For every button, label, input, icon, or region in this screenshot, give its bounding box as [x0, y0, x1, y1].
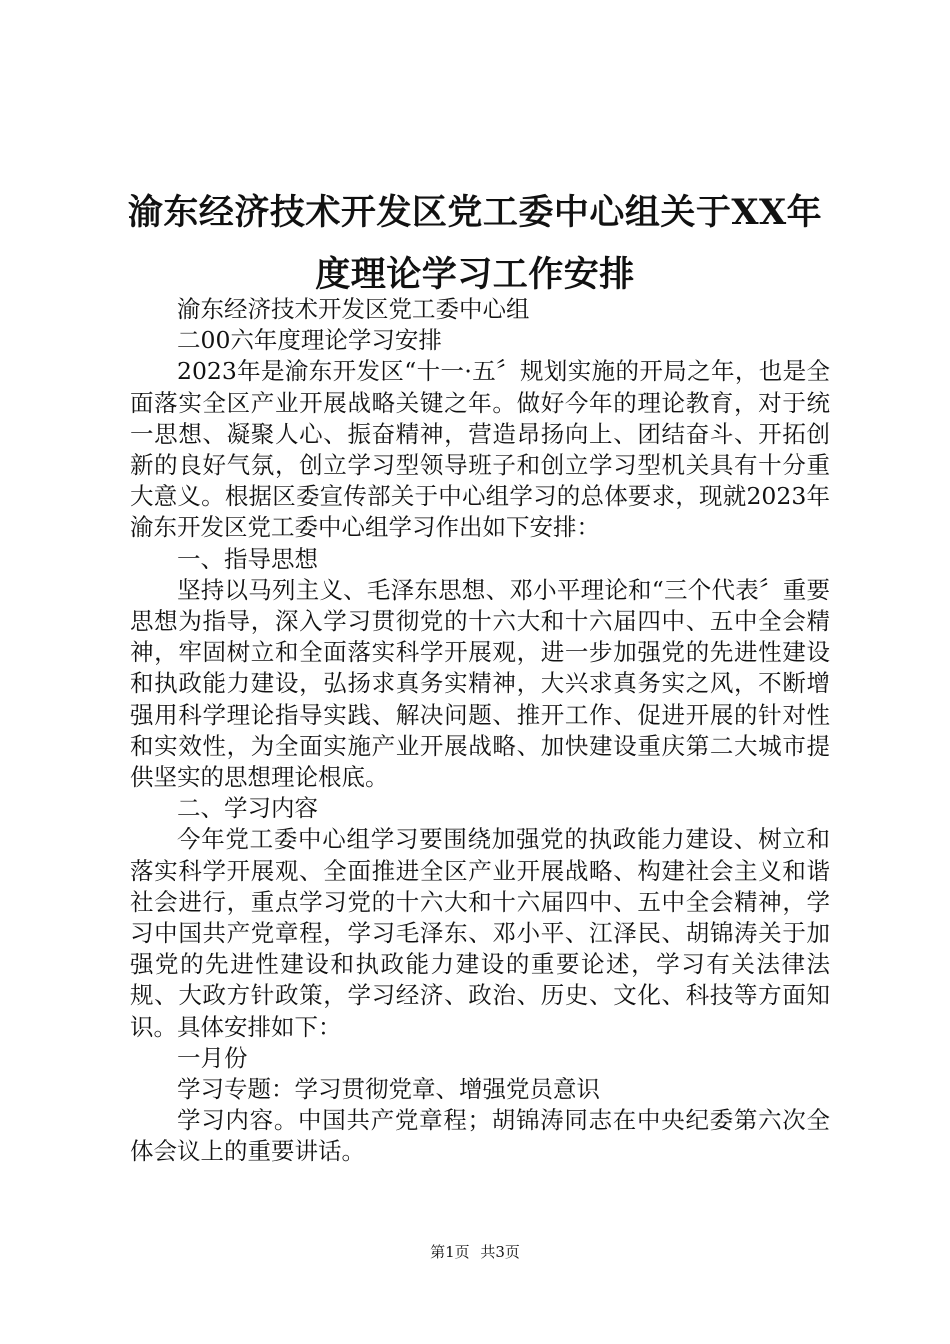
- section-heading-study-content: 二、学习内容: [177, 794, 318, 823]
- study-content-paragraph: 今年党工委中心组学习要围绕加强党的执政能力建设、树立和落实科学开展观、全面推进全区产业开展战略、构建社会主义和谐社会进行，重点学习党的十六大和十六届四中、五中全会精神，学习中国共产党章程，学习毛泽东、邓小平、江泽民、胡锦涛关于加强党的先进性建设和执政能力建设的重要论述，学习有关法律法规、大政方针政策，学习经济、政治、历史、文化、科技等方面知识。具体安排如下：: [130, 825, 830, 1041]
- page-number: 第1页: [430, 1243, 470, 1261]
- january-study-content: 学习内容。中国共产党章程；胡锦涛同志在中央纪委第六次全体会议上的重要讲话。: [130, 1106, 830, 1166]
- intro-paragraph: 2023年是渝东开发区“十一·五〞规划实施的开局之年，也是全面落实全区产业开展战略关键之年。做好今年的理论教育，对于统一思想、凝聚人心、振奋精神，营造昂扬向上、团结奋斗、开拓创新的良好气氛，创立学习型领导班子和创立学习型机关具有十分重大意义。根据区委宣传部关于中心组学习的总体要求，现就2023年渝东开发区党工委中心组学习作出如下安排：: [130, 357, 830, 542]
- january-study-topic: 学习专题：学习贯彻党章、增强党员意识: [177, 1075, 600, 1104]
- document-body: [130, 294, 830, 1168]
- guiding-thought-paragraph: 坚持以马列主义、毛泽东思想、邓小平理论和“三个代表〞重要思想为指导，深入学习贯彻党的十六大和十六届四中、五中全会精神，牢固树立和全面落实科学开展观，进一步加强党的先进性建设和执政能力建设，弘扬求真务实精神，大兴求真务实之风，不断增强用科学理论指导实践、解决问题、推开工作、促进开展的针对性和实效性，为全面实施产业开展战略、加快建设重庆第二大城市提供坚实的思想理论根底。: [130, 575, 830, 792]
- document-title: 渝东经济技术开发区党工委中心组关于XX年度理论学习工作安排: [127, 192, 823, 295]
- page-total: 共3页: [480, 1243, 520, 1261]
- heading-organization: 渝东经济技术开发区党工委中心组: [177, 295, 530, 323]
- month-heading-january: 一月份: [177, 1043, 248, 1072]
- page-footer: [0, 1242, 950, 1262]
- heading-year-plan: 二00六年度理论学习安排: [177, 326, 442, 355]
- section-heading-guiding-thought: 一、指导思想: [177, 544, 318, 573]
